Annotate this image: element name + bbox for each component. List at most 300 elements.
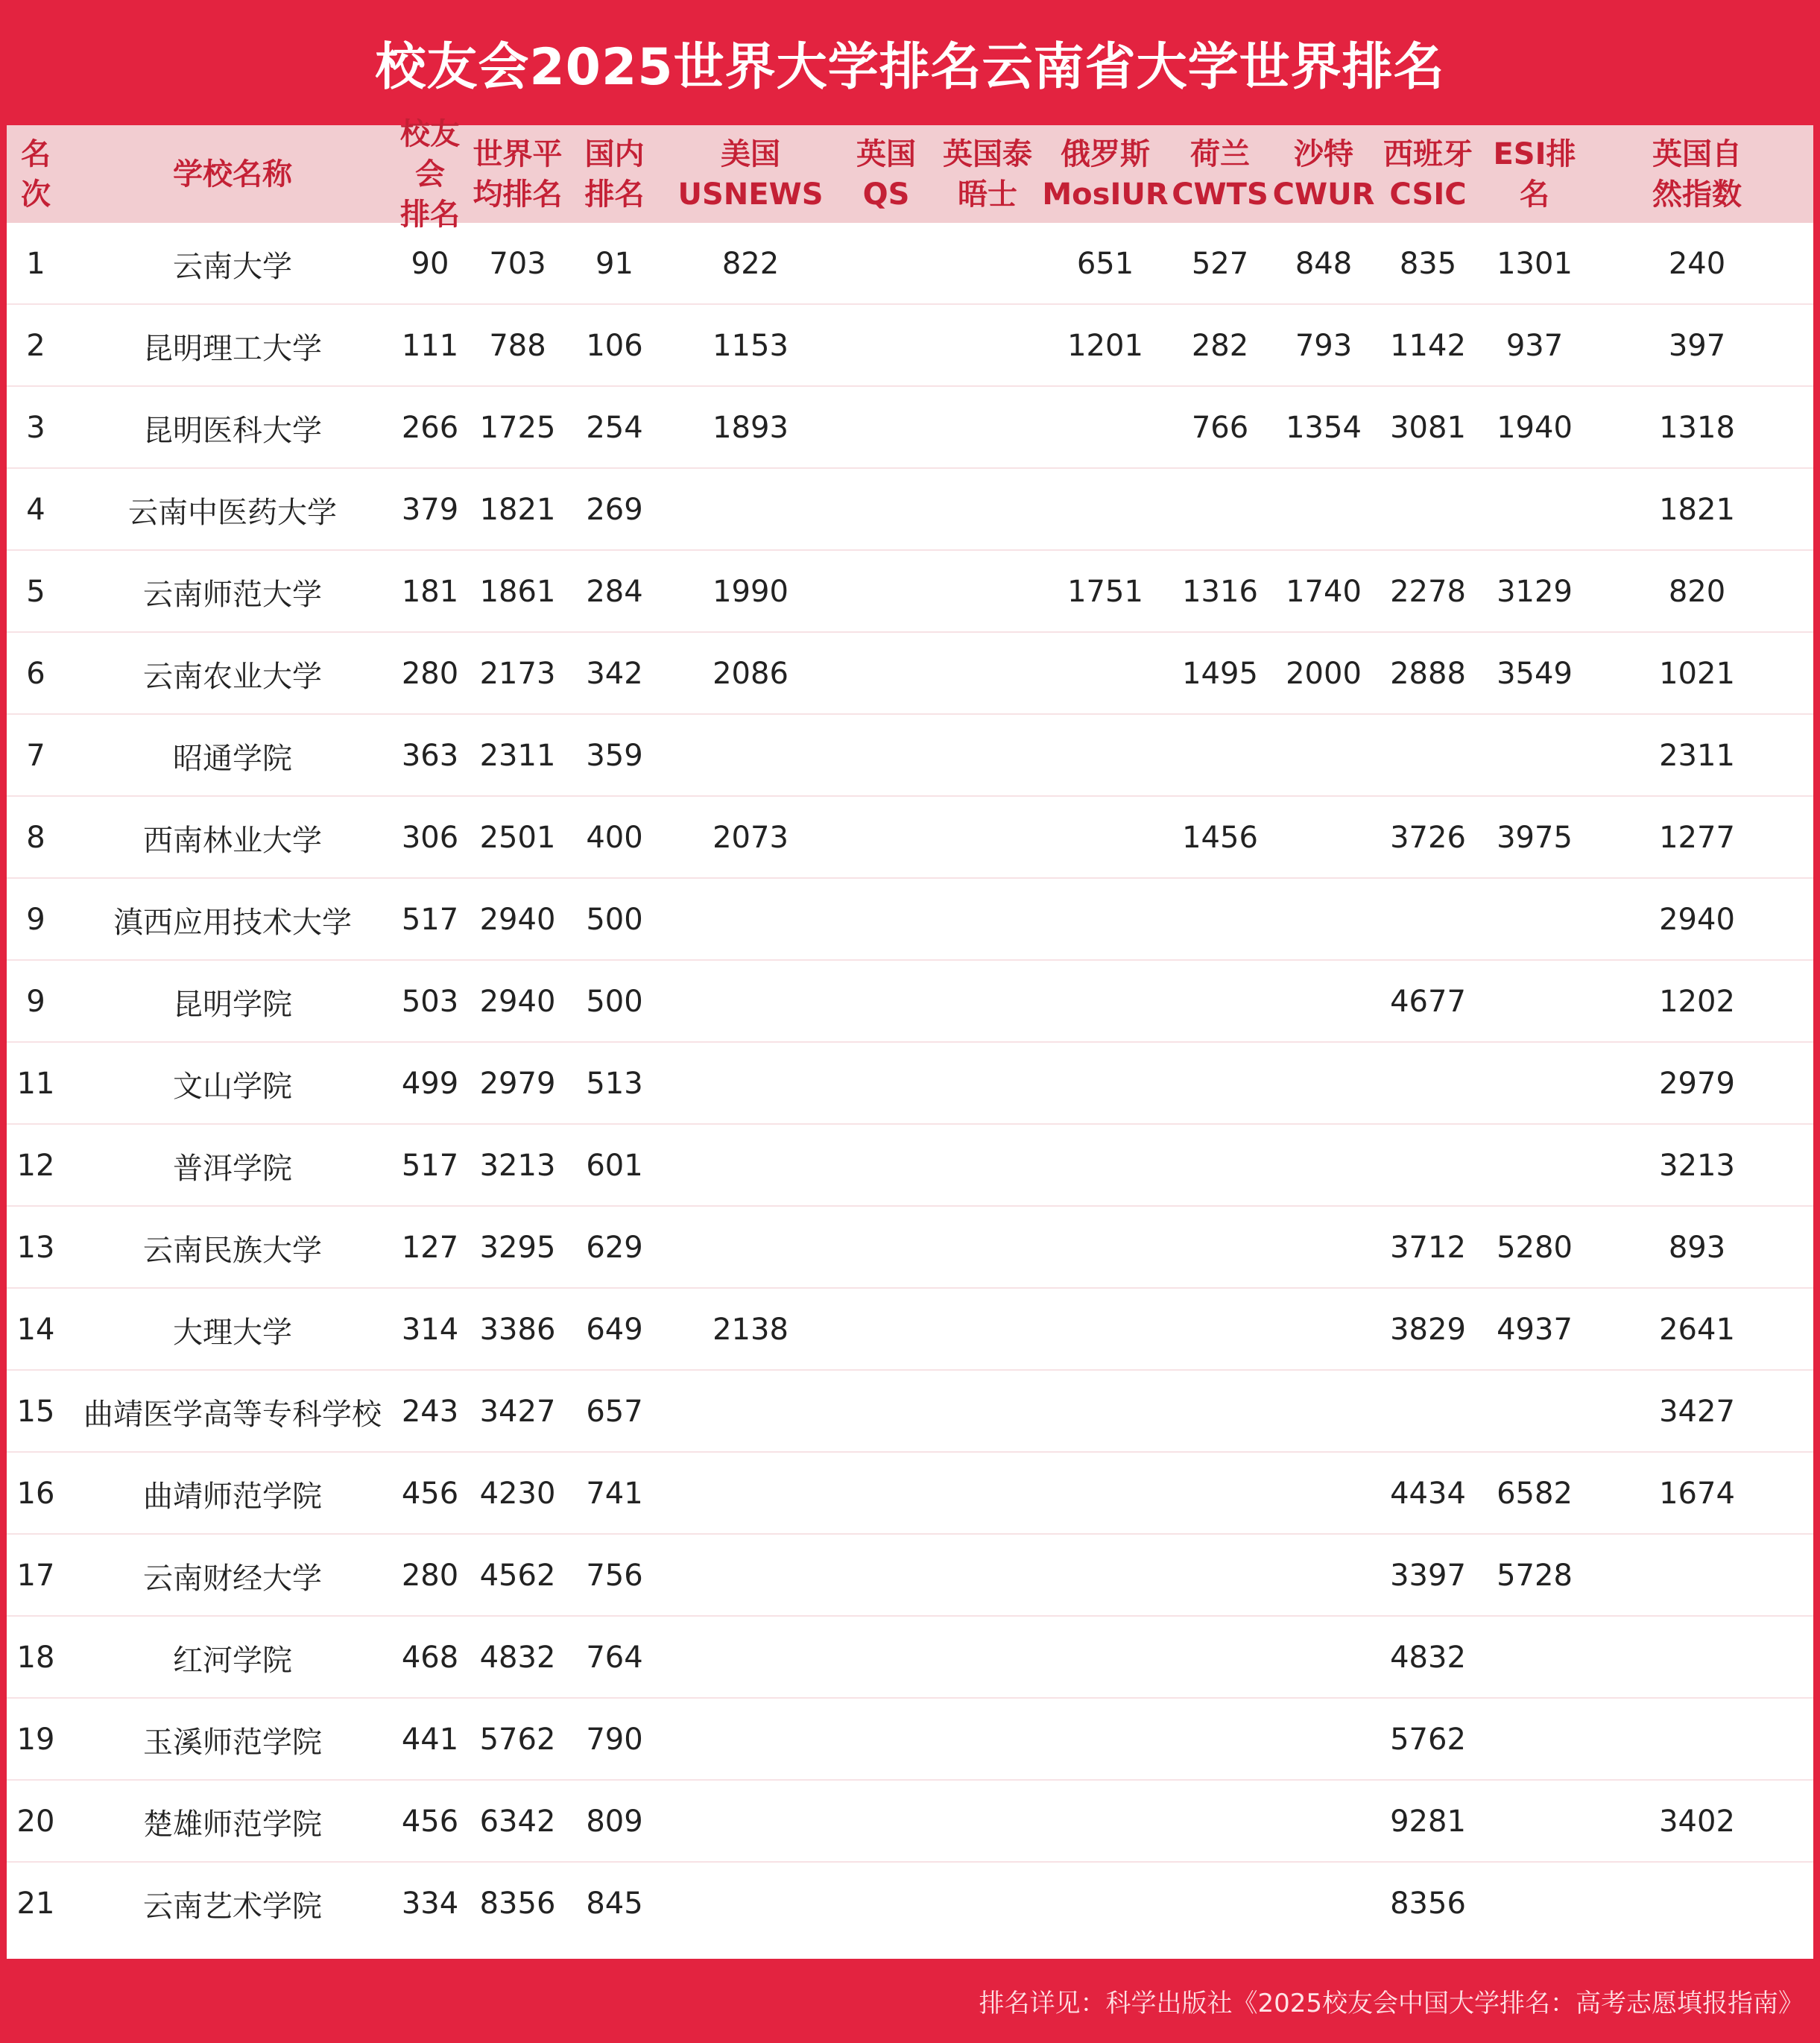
world-avg-rank-cell: 1725 [479,411,556,445]
alumni-rank-cell: 499 [401,1067,459,1101]
world-avg-rank-cell: 6342 [479,1804,556,1839]
nature-index-rank-cell: 3427 [1659,1395,1735,1429]
mosiur-rank-cell [1050,1699,1160,1781]
world-avg-rank-cell: 8356 [479,1886,556,1921]
header-line: USNEWS [677,177,824,212]
csic-rank-cell: 3829 [1390,1313,1466,1347]
rank-cell: 3 [26,411,45,445]
header-line: 英国 [856,136,916,171]
cwts-rank-cell [1160,1125,1280,1207]
nature-index-rank-cell: 2940 [1659,903,1735,937]
domestic-rank-cell: 629 [586,1231,643,1265]
table-row [7,1617,1813,1699]
table-row [7,879,1813,961]
mosiur-rank-cell [1050,1371,1160,1453]
times-rank-cell [925,387,1050,469]
qs-rank-cell [847,469,925,551]
qs-rank-cell [847,961,925,1043]
rank-cell: 9 [26,985,45,1019]
school-name-cell: 云南大学 [173,249,292,284]
alumni-rank-cell: 503 [401,985,459,1019]
rank-cell: 1 [26,247,45,281]
times-rank-cell [925,715,1050,797]
header-line: 英国泰 [943,136,1032,171]
cwts-rank-cell [1160,879,1280,961]
csic-rank-cell [1368,879,1488,961]
esi-rank-cell [1488,1043,1581,1125]
nature-index-rank-cell [1581,1699,1813,1781]
alumni-rank-cell: 517 [401,903,459,937]
header-line: 美国 [721,136,780,171]
school-name-cell: 普洱学院 [173,1151,292,1186]
alumni-rank-cell: 90 [411,247,449,281]
esi-rank-cell [1488,1125,1581,1207]
school-name-cell: 曲靖师范学院 [143,1479,322,1514]
world-avg-rank-cell: 2501 [479,821,556,855]
header-line: 排名 [400,197,460,232]
cwur-rank-cell [1280,1125,1368,1207]
qs-rank-cell [847,1699,925,1781]
rank-cell: 13 [16,1231,55,1265]
usnews-rank-cell [654,1453,847,1535]
cwts-rank-cell [1160,1699,1280,1781]
domestic-rank-cell: 790 [586,1723,643,1757]
times-rank-cell [925,633,1050,715]
times-rank-cell [925,1535,1050,1617]
domestic-rank-cell: 400 [586,821,643,855]
qs-rank-cell [847,1289,925,1371]
header-world-avg-rank [460,125,575,223]
header-line: 俄罗斯 [1061,136,1150,171]
alumni-rank-cell: 363 [401,739,459,773]
header-school-name [65,125,400,223]
table-row [7,797,1813,879]
domestic-rank-cell: 269 [586,493,643,527]
school-name-cell: 大理大学 [173,1315,292,1350]
header-line: 名次 [21,136,51,212]
cwur-rank-cell [1280,1453,1368,1535]
usnews-rank-cell [654,1617,847,1699]
table-row [7,1125,1813,1207]
header-rank [7,125,65,223]
header-line: 沙特 [1294,136,1353,171]
times-rank-cell [925,1699,1050,1781]
csic-rank-cell: 2278 [1390,575,1466,609]
csic-rank-cell: 5762 [1390,1723,1466,1757]
mosiur-rank-cell [1050,1781,1160,1863]
qs-rank-cell [847,715,925,797]
alumni-rank-cell: 266 [401,411,459,445]
cwur-rank-cell: 793 [1295,329,1353,363]
esi-rank-cell [1488,1699,1581,1781]
header-line: 名 [1519,177,1549,212]
mosiur-rank-cell [1050,1453,1160,1535]
cwts-rank-cell [1160,961,1280,1043]
usnews-rank-cell [654,1863,847,1945]
esi-rank-cell: 5280 [1497,1231,1573,1265]
cwts-rank-cell: 1495 [1182,657,1258,691]
csic-rank-cell: 3712 [1390,1231,1466,1265]
alumni-rank-cell: 468 [401,1641,459,1675]
times-rank-cell [925,305,1050,387]
mosiur-rank-cell [1050,633,1160,715]
world-avg-rank-cell: 3213 [479,1149,556,1183]
domestic-rank-cell: 657 [586,1395,643,1429]
qs-rank-cell [847,387,925,469]
header-line: 英国自 [1652,136,1742,171]
esi-rank-cell: 6582 [1497,1477,1573,1511]
cwur-rank-cell [1280,1289,1368,1371]
esi-rank-cell: 3975 [1497,821,1573,855]
alumni-rank-cell: 517 [401,1149,459,1183]
esi-rank-cell [1488,1781,1581,1863]
rank-cell: 5 [26,575,45,609]
cwts-rank-cell: 282 [1191,329,1249,363]
cwts-rank-cell [1160,1617,1280,1699]
csic-rank-cell: 4832 [1390,1641,1466,1675]
header-csic-rank [1368,125,1488,223]
header-domestic-rank [575,125,654,223]
esi-rank-cell: 1301 [1497,247,1573,281]
cwur-rank-cell [1280,961,1368,1043]
header-line: 晤士 [958,177,1017,212]
domestic-rank-cell: 741 [586,1477,643,1511]
cwts-rank-cell: 766 [1191,411,1249,445]
times-rank-cell [925,961,1050,1043]
qs-rank-cell [847,1535,925,1617]
cwts-rank-cell [1160,1781,1280,1863]
alumni-rank-cell: 243 [401,1395,459,1429]
rank-cell: 15 [16,1395,55,1429]
csic-rank-cell: 9281 [1390,1804,1466,1839]
cwur-rank-cell [1280,879,1368,961]
header-line: 排名 [584,177,645,212]
cwts-rank-cell [1160,1289,1280,1371]
mosiur-rank-cell [1050,469,1160,551]
csic-rank-cell: 3726 [1390,821,1466,855]
times-rank-cell [925,1043,1050,1125]
cwur-rank-cell [1280,1699,1368,1781]
header-cwts-rank [1160,125,1280,223]
alumni-rank-cell: 127 [401,1231,459,1265]
alumni-rank-cell: 181 [401,575,459,609]
world-avg-rank-cell: 1821 [479,493,556,527]
usnews-rank-cell [654,1125,847,1207]
header-line: CSIC [1389,177,1467,212]
header-line: QS [862,177,910,212]
usnews-rank-cell [654,1699,847,1781]
rank-cell: 12 [16,1149,55,1183]
table-header [7,116,1813,232]
table-row [7,715,1813,797]
world-avg-rank-cell: 1861 [479,575,556,609]
nature-index-rank-cell: 2641 [1659,1313,1735,1347]
world-avg-rank-cell: 788 [489,329,546,363]
usnews-rank-cell: 1153 [712,329,789,363]
cwts-rank-cell [1160,1453,1280,1535]
esi-rank-cell [1488,715,1581,797]
times-rank-cell [925,551,1050,633]
csic-rank-cell: 3397 [1390,1559,1466,1593]
csic-rank-cell [1368,715,1488,797]
mosiur-rank-cell: 1201 [1067,329,1143,363]
cwts-rank-cell [1160,1535,1280,1617]
qs-rank-cell [847,1207,925,1289]
school-name-cell: 昆明理工大学 [143,331,322,366]
csic-rank-cell: 8356 [1390,1886,1466,1921]
cwur-rank-cell [1280,1207,1368,1289]
nature-index-rank-cell: 820 [1668,575,1726,609]
domestic-rank-cell: 254 [586,411,643,445]
table-row [7,1043,1813,1125]
nature-index-rank-cell: 397 [1668,329,1726,363]
cwur-rank-cell [1280,1617,1368,1699]
nature-index-rank-cell: 1021 [1659,657,1735,691]
domestic-rank-cell: 601 [586,1149,643,1183]
mosiur-rank-cell: 1751 [1067,575,1143,609]
alumni-rank-cell: 280 [401,657,459,691]
csic-rank-cell: 4434 [1390,1477,1466,1511]
header-mosiur-rank [1042,125,1169,223]
rank-cell: 19 [16,1723,55,1757]
mosiur-rank-cell [1050,1043,1160,1125]
cwur-rank-cell [1280,469,1368,551]
nature-index-rank-cell: 2979 [1659,1067,1735,1101]
times-rank-cell [925,1371,1050,1453]
qs-rank-cell [847,797,925,879]
header-line: 校友会 [400,116,460,192]
table-row [7,1781,1813,1863]
page-title: 校友会2025世界大学排名云南省大学世界排名 [375,37,1445,97]
nature-index-rank-cell: 1318 [1659,411,1735,445]
header-line: 世界平 [473,136,563,171]
world-avg-rank-cell: 703 [489,247,546,281]
header-line: CWUR [1272,177,1375,212]
table-row [7,633,1813,715]
qs-rank-cell [847,1863,925,1945]
school-name-cell: 云南民族大学 [143,1233,322,1268]
cwur-rank-cell [1280,715,1368,797]
times-rank-cell [925,1125,1050,1207]
esi-rank-cell: 3549 [1497,657,1573,691]
rank-cell: 7 [26,739,45,773]
nature-index-rank-cell: 240 [1668,247,1726,281]
usnews-rank-cell [654,1371,847,1453]
school-name-cell: 文山学院 [173,1069,292,1104]
nature-index-rank-cell [1581,1863,1813,1945]
rank-cell: 14 [16,1313,55,1347]
ranking-table [7,116,1813,1959]
mosiur-rank-cell [1050,1289,1160,1371]
school-name-cell: 昆明医科大学 [143,413,322,448]
mosiur-rank-cell [1050,1535,1160,1617]
usnews-rank-cell: 1893 [712,411,789,445]
domestic-rank-cell: 756 [586,1559,643,1593]
esi-rank-cell: 3129 [1497,575,1573,609]
esi-rank-cell [1488,1863,1581,1945]
mosiur-rank-cell: 651 [1076,247,1134,281]
nature-index-rank-cell [1581,1617,1813,1699]
world-avg-rank-cell: 2940 [479,903,556,937]
rank-cell: 2 [26,329,45,363]
csic-rank-cell [1368,469,1488,551]
usnews-rank-cell: 1990 [712,575,789,609]
alumni-rank-cell: 456 [401,1477,459,1511]
school-name-cell: 云南师范大学 [143,577,322,612]
cwur-rank-cell [1280,1781,1368,1863]
mosiur-rank-cell [1050,715,1160,797]
school-name-cell: 云南艺术学院 [143,1889,322,1924]
cwur-rank-cell: 1740 [1286,575,1362,609]
csic-rank-cell: 3081 [1390,411,1466,445]
domestic-rank-cell: 342 [586,657,643,691]
school-name-cell: 滇西应用技术大学 [113,905,352,940]
cwur-rank-cell: 1354 [1286,411,1362,445]
header-alumni-rank [400,116,460,232]
mosiur-rank-cell [1050,387,1160,469]
cwts-rank-cell [1160,1043,1280,1125]
cwts-rank-cell: 527 [1191,247,1249,281]
table-row [7,1535,1813,1617]
esi-rank-cell [1488,1371,1581,1453]
table-row [7,551,1813,633]
rank-cell: 21 [16,1886,55,1921]
cwts-rank-cell [1160,1371,1280,1453]
qs-rank-cell [847,1371,925,1453]
world-avg-rank-cell: 2979 [479,1067,556,1101]
alumni-rank-cell: 314 [401,1313,459,1347]
esi-rank-cell [1488,879,1581,961]
qs-rank-cell [847,1453,925,1535]
school-name-cell: 玉溪师范学院 [143,1725,322,1760]
table-body [7,223,1813,1945]
table-row [7,223,1813,305]
csic-rank-cell: 1142 [1390,329,1466,363]
alumni-rank-cell: 306 [401,821,459,855]
times-rank-cell [925,1453,1050,1535]
rank-cell: 17 [16,1559,55,1593]
cwur-rank-cell [1280,1371,1368,1453]
csic-rank-cell: 4677 [1390,985,1466,1019]
domestic-rank-cell: 106 [586,329,643,363]
csic-rank-cell: 835 [1399,247,1457,281]
header-times-rank [925,125,1050,223]
qs-rank-cell [847,305,925,387]
table-row [7,1289,1813,1371]
table-row [7,1371,1813,1453]
school-name-cell: 西南林业大学 [143,823,322,858]
rank-cell: 8 [26,821,45,855]
cwur-rank-cell: 2000 [1286,657,1362,691]
table-row [7,1453,1813,1535]
header-line: 然指数 [1652,177,1742,212]
header-usnews-rank [654,125,847,223]
times-rank-cell [925,223,1050,305]
nature-index-rank-cell: 3402 [1659,1804,1735,1839]
cwur-rank-cell [1280,797,1368,879]
rank-cell: 18 [16,1641,55,1675]
nature-index-rank-cell: 1674 [1659,1477,1735,1511]
esi-rank-cell [1488,961,1581,1043]
table-row [7,961,1813,1043]
qs-rank-cell [847,1043,925,1125]
usnews-rank-cell: 822 [721,247,780,281]
school-name-cell: 云南中医药大学 [128,495,337,530]
rank-cell: 6 [26,657,45,691]
esi-rank-cell: 937 [1505,329,1564,363]
header-line: MosIUR [1042,177,1169,212]
header-line: 西班牙 [1383,136,1473,171]
mosiur-rank-cell [1050,1207,1160,1289]
cwts-rank-cell: 1456 [1182,821,1258,855]
qs-rank-cell [847,1125,925,1207]
cwur-rank-cell [1280,1863,1368,1945]
world-avg-rank-cell: 3427 [479,1395,556,1429]
esi-rank-cell [1488,1617,1581,1699]
table-row [7,1207,1813,1289]
domestic-rank-cell: 513 [586,1067,643,1101]
alumni-rank-cell: 334 [401,1886,459,1921]
qs-rank-cell [847,633,925,715]
world-avg-rank-cell: 2173 [479,657,556,691]
cwts-rank-cell [1160,715,1280,797]
esi-rank-cell: 1940 [1497,411,1573,445]
table-row [7,469,1813,551]
usnews-rank-cell [654,1781,847,1863]
qs-rank-cell [847,1617,925,1699]
school-name-cell: 曲靖医学高等专科学校 [83,1397,382,1432]
school-name-cell: 云南财经大学 [143,1561,322,1596]
world-avg-rank-cell: 4230 [479,1477,556,1511]
nature-index-rank-cell: 1821 [1659,493,1735,527]
cwts-rank-cell [1160,1207,1280,1289]
nature-index-rank-cell [1581,1535,1813,1617]
header-line: CWTS [1172,177,1268,212]
school-name-cell: 云南农业大学 [143,659,322,694]
rank-cell: 9 [26,903,45,937]
header-line: ESI排 [1493,136,1576,171]
table-row [7,387,1813,469]
table-row [7,1863,1813,1945]
usnews-rank-cell [654,879,847,961]
esi-rank-cell: 4937 [1497,1313,1573,1347]
footer-bar [0,1959,1820,2043]
table-row [7,1699,1813,1781]
usnews-rank-cell [654,469,847,551]
alumni-rank-cell: 111 [401,329,459,363]
nature-index-rank-cell: 1202 [1659,985,1735,1019]
cwts-rank-cell: 1316 [1182,575,1258,609]
usnews-rank-cell [654,1043,847,1125]
domestic-rank-cell: 500 [586,985,643,1019]
usnews-rank-cell [654,1535,847,1617]
header-qs-rank [847,125,925,223]
domestic-rank-cell: 649 [586,1313,643,1347]
cwur-rank-cell [1280,1535,1368,1617]
header-line: 荷兰 [1189,136,1250,171]
times-rank-cell [925,879,1050,961]
world-avg-rank-cell: 3386 [479,1313,556,1347]
nature-index-rank-cell: 1277 [1659,821,1735,855]
header-line: 国内 [584,136,645,171]
times-rank-cell [925,1289,1050,1371]
header-cwur-rank [1272,125,1375,223]
usnews-rank-cell [654,961,847,1043]
table-row [7,305,1813,387]
qs-rank-cell [847,879,925,961]
esi-rank-cell [1488,469,1581,551]
school-name-cell: 红河学院 [173,1643,292,1678]
